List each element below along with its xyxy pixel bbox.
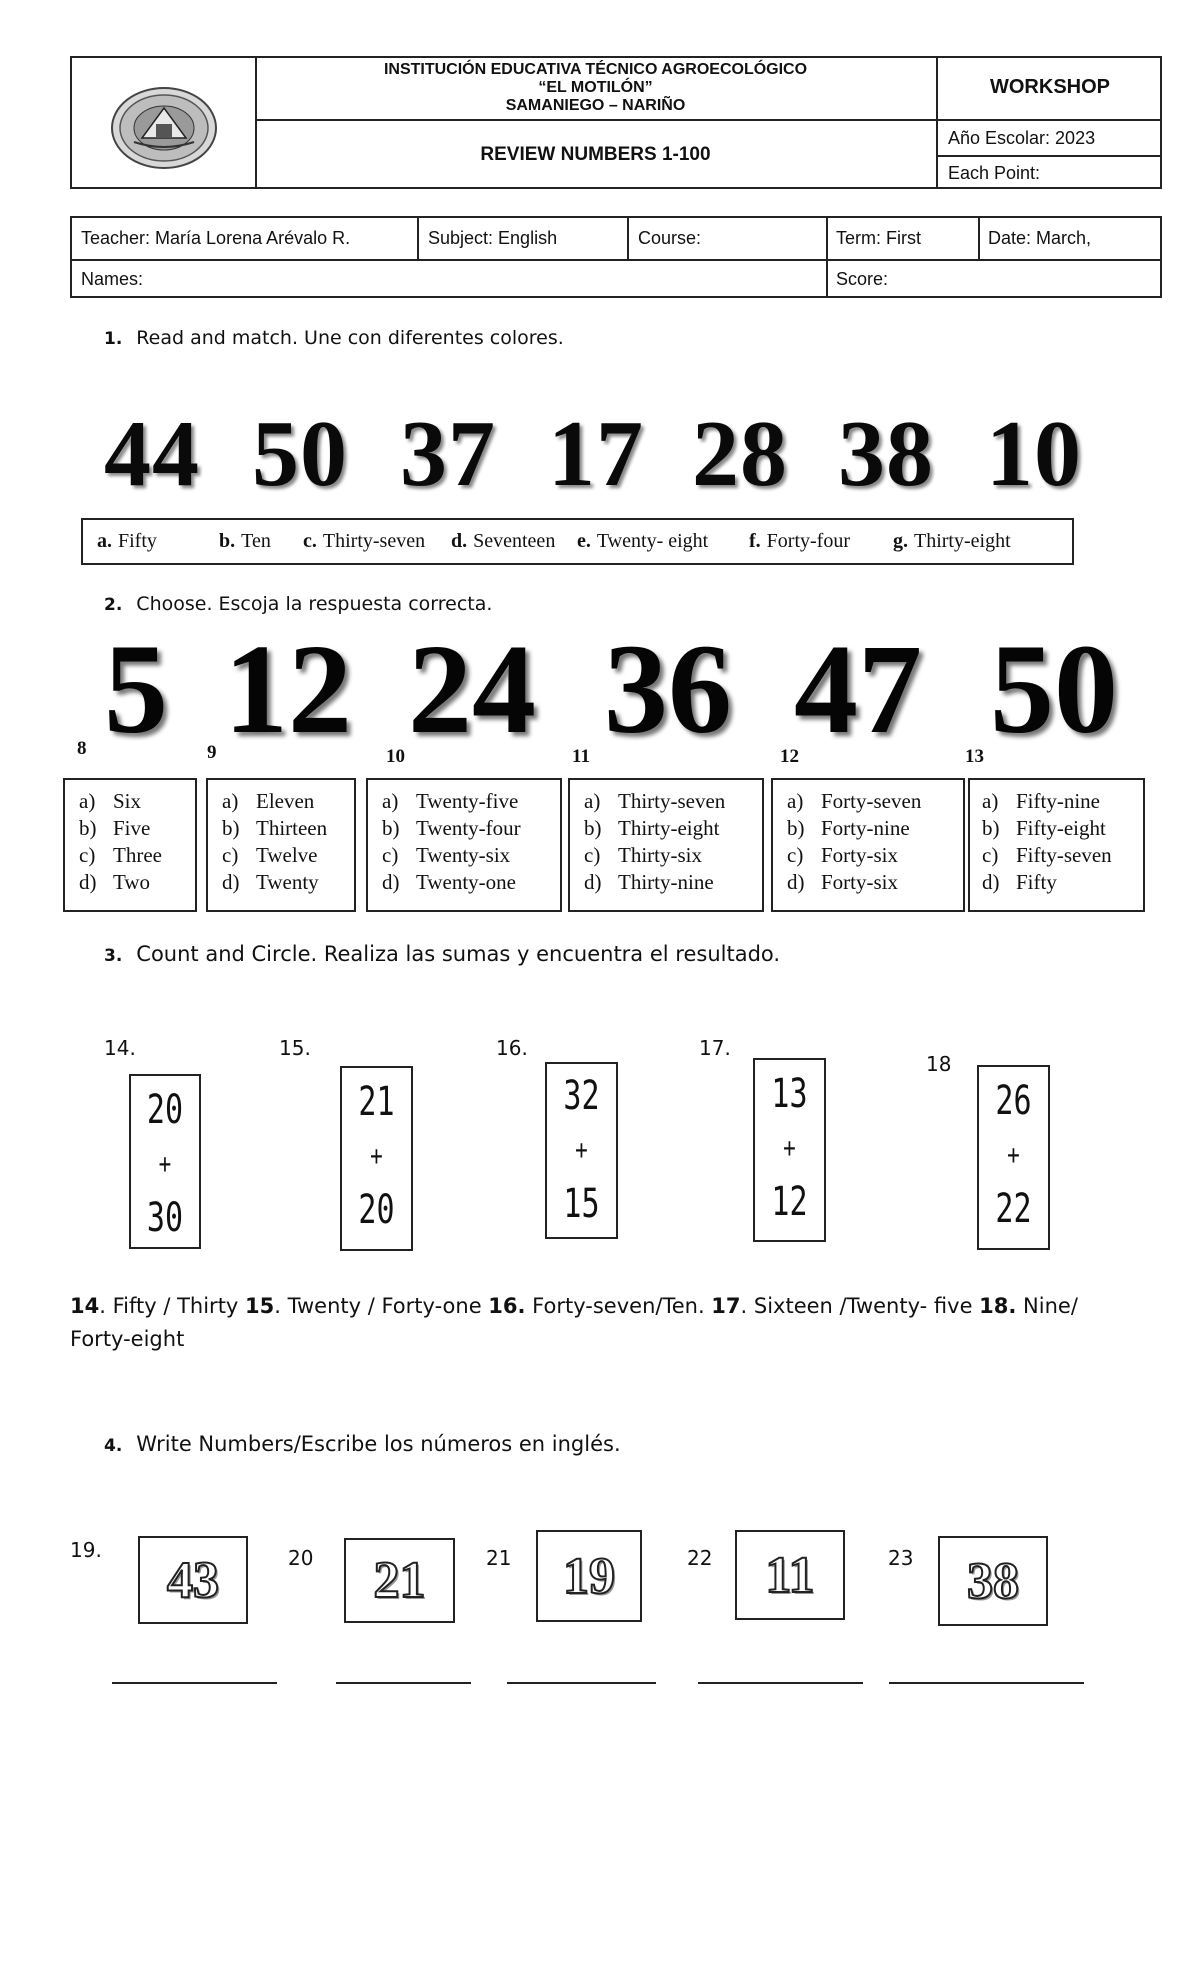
addend: 12 (771, 1179, 808, 1225)
choose-number: 50 (990, 618, 1118, 760)
teacher-field: Teacher: María Lorena Arévalo R. (81, 228, 351, 248)
answer-text[interactable]: Nine/ Forty-eight (70, 1294, 1078, 1351)
question-number: 4. (104, 1436, 123, 1456)
term-field: Term: First (836, 228, 921, 248)
choice-letter: d) (787, 870, 805, 894)
names-field[interactable]: Names: (81, 268, 144, 289)
school-year: Año Escolar: 2023 (948, 127, 1096, 148)
match-number: 38 (838, 402, 934, 506)
item-number: 18 (926, 1052, 952, 1076)
question-number: 2. (104, 595, 123, 615)
match-number: 50 (252, 402, 348, 506)
choice-option[interactable] (382, 815, 560, 842)
plus-sign: + (1007, 1138, 1020, 1171)
choice-option[interactable] (222, 842, 354, 869)
choose-number: 47 (794, 618, 922, 760)
workshop-label: WORKSHOP (990, 76, 1110, 98)
choice-text: Five (113, 816, 151, 840)
choice-letter: c) (982, 843, 999, 867)
choice-letter: d) (382, 870, 400, 894)
choice-text: Thirteen (256, 816, 328, 840)
addition-box (340, 1066, 413, 1251)
answer-number: 17 (711, 1294, 741, 1318)
answer-text[interactable]: . Fifty / Thirty (99, 1294, 246, 1318)
addend: 22 (995, 1186, 1032, 1232)
match-options-box (81, 518, 1074, 565)
question-text: Count and Circle. Realiza las sumas y encuentra el resultado. (136, 942, 781, 966)
match-option[interactable] (97, 530, 157, 553)
choice-text: Twenty (256, 870, 319, 894)
choice-text: Two (113, 870, 151, 894)
choice-text: Forty-nine (821, 816, 910, 840)
choice-text: Six (113, 789, 142, 813)
choice-option[interactable] (222, 869, 354, 896)
choice-text: Thirty-eight (618, 816, 720, 840)
addend: 21 (358, 1079, 395, 1125)
choice-text: Forty-seven (821, 789, 922, 813)
choice-letter: a) (787, 789, 804, 813)
match-number: 44 (104, 402, 200, 506)
choice-letter: c) (222, 843, 239, 867)
choice-text: Fifty (1016, 870, 1057, 894)
question-text: Choose. Escoja la respuesta correcta. (136, 593, 493, 615)
answer-number: 16. (488, 1294, 526, 1318)
item-number: 16. (496, 1036, 528, 1060)
choice-text: Fifty-nine (1016, 789, 1100, 813)
option-text: Ten (241, 530, 271, 552)
score-field[interactable]: Score: (836, 268, 889, 289)
choice-option[interactable] (584, 815, 762, 842)
choice-option[interactable] (382, 842, 560, 869)
answer-line[interactable] (507, 1682, 656, 1684)
choice-letter: a) (222, 789, 239, 813)
choice-option[interactable] (787, 842, 963, 869)
option-text: Fifty (118, 530, 157, 552)
info-divider (417, 216, 419, 259)
choice-text: Forty-six (821, 870, 899, 894)
number-box: 19 (536, 1530, 642, 1622)
choice-text: Twenty-four (416, 816, 521, 840)
match-option[interactable] (303, 530, 425, 553)
addition-answer-options (70, 1290, 1130, 1356)
addend: 32 (563, 1073, 600, 1119)
question-3-heading (104, 942, 780, 966)
choice-option[interactable] (79, 788, 195, 815)
choice-letter: a) (382, 789, 399, 813)
option-letter: g. (893, 530, 908, 552)
school-line-1: INSTITUCIÓN EDUCATIVA TÉCNICO AGROECOLÓGICO (383, 60, 808, 78)
option-letter: d. (451, 530, 468, 552)
choice-option[interactable] (584, 842, 762, 869)
match-number: 28 (692, 402, 788, 506)
choice-text: Thirty-seven (618, 789, 726, 813)
item-number: 17. (699, 1036, 731, 1060)
choice-option[interactable] (982, 869, 1143, 896)
answer-number: 15 (245, 1294, 275, 1318)
item-number: 23 (888, 1546, 914, 1570)
number-box: 43 (138, 1536, 248, 1624)
choice-option[interactable] (79, 815, 195, 842)
answer-text[interactable]: . Twenty / Forty-one (274, 1294, 489, 1318)
choice-letter: b) (79, 816, 97, 840)
addition-box (753, 1058, 826, 1242)
choice-letter: a) (584, 789, 601, 813)
choice-option[interactable] (982, 815, 1143, 842)
plus-sign: + (370, 1139, 383, 1172)
answer-text[interactable]: Forty-seven/Ten. (525, 1294, 712, 1318)
match-number: 37 (400, 402, 496, 506)
option-text: Twenty- eight (596, 530, 709, 552)
option-letter: a. (97, 530, 112, 552)
choice-box (366, 778, 562, 912)
choice-text: Fifty-seven (1016, 843, 1112, 867)
plus-sign: + (575, 1133, 588, 1166)
choice-letter: c) (787, 843, 804, 867)
addend: 26 (995, 1078, 1032, 1124)
choice-text: Three (113, 843, 162, 867)
item-number: 9 (207, 742, 217, 763)
choice-option[interactable] (584, 869, 762, 896)
question-number: 3. (104, 946, 123, 966)
each-point-label: Each Point: (948, 162, 1041, 183)
choice-letter: d) (982, 870, 1000, 894)
addend: 20 (146, 1087, 184, 1133)
addend: 20 (358, 1187, 395, 1233)
option-text: Thirty-seven (322, 530, 426, 552)
number-box: 21 (344, 1538, 455, 1623)
plus-sign: + (783, 1131, 796, 1164)
info-divider (826, 216, 828, 298)
choice-box (568, 778, 764, 912)
plus-sign: + (158, 1147, 172, 1180)
choice-option[interactable] (222, 788, 354, 815)
number-box: 11 (735, 1530, 845, 1620)
choice-letter: c) (79, 843, 96, 867)
choice-box (63, 778, 197, 912)
choice-option[interactable] (79, 842, 195, 869)
answer-line[interactable] (336, 1682, 471, 1684)
choice-letter: b) (584, 816, 602, 840)
choose-number: 5 (104, 618, 168, 760)
answer-number: 18. (979, 1294, 1017, 1318)
choice-text: Twelve (256, 843, 318, 867)
choice-box (968, 778, 1145, 912)
choice-option[interactable] (79, 869, 195, 896)
school-line-2: “EL MOTILÓN” (538, 78, 653, 96)
choice-letter: b) (382, 816, 400, 840)
choice-letter: a) (79, 789, 96, 813)
addend: 13 (771, 1071, 808, 1117)
question-1-heading (104, 327, 564, 349)
school-line-3: SAMANIEGO – NARIÑO (505, 96, 686, 114)
choice-option[interactable] (787, 815, 963, 842)
choice-text: Twenty-one (416, 870, 516, 894)
item-number: 10 (386, 746, 405, 767)
item-number: 21 (486, 1546, 512, 1570)
date-field[interactable]: Date: March, (988, 228, 1092, 248)
answer-line[interactable] (112, 1682, 277, 1684)
match-number: 10 (986, 402, 1082, 506)
choice-letter: d) (584, 870, 602, 894)
option-letter: b. (219, 530, 236, 552)
match-option[interactable] (219, 530, 271, 553)
choice-letter: b) (222, 816, 240, 840)
item-number: 19. (70, 1538, 102, 1562)
choice-text: Fifty-eight (1016, 816, 1106, 840)
choice-text: Thirty-six (618, 843, 702, 867)
option-text: Thirty-eight (914, 530, 1011, 552)
item-number: 14. (104, 1036, 136, 1060)
match-number: 17 (548, 402, 644, 506)
question-text: Write Numbers/Escribe los números en inglés. (136, 1432, 621, 1456)
choice-letter: c) (382, 843, 399, 867)
course-field[interactable]: Course: (638, 228, 702, 248)
choose-number: 12 (224, 618, 352, 760)
choice-text: Twenty-five (416, 789, 519, 813)
item-number: 13 (965, 746, 984, 767)
choice-option[interactable] (982, 788, 1143, 815)
option-letter: e. (577, 530, 591, 552)
choice-option[interactable] (982, 842, 1143, 869)
choice-box (206, 778, 356, 912)
answer-text[interactable]: . Sixteen /Twenty- five (740, 1294, 980, 1318)
match-option[interactable] (577, 530, 708, 553)
answer-line[interactable] (698, 1682, 863, 1684)
option-text: Forty-four (766, 530, 850, 552)
choice-option[interactable] (787, 869, 963, 896)
answer-number: 14 (70, 1294, 100, 1318)
choice-text: Forty-six (821, 843, 899, 867)
item-number: 20 (288, 1546, 314, 1570)
school-name (257, 56, 934, 119)
choice-text: Eleven (256, 789, 315, 813)
choice-option[interactable] (382, 869, 560, 896)
question-text: Read and match. Une con diferentes colores. (136, 327, 564, 349)
choice-option[interactable] (787, 788, 963, 815)
question-4-heading (104, 1432, 621, 1456)
choice-letter: b) (787, 816, 805, 840)
question-2-heading (104, 593, 492, 615)
option-letter: f. (749, 530, 761, 552)
choice-option[interactable] (382, 788, 560, 815)
choice-option[interactable] (584, 788, 762, 815)
choice-option[interactable] (222, 815, 354, 842)
addition-box (129, 1074, 201, 1249)
choose-number: 36 (604, 618, 732, 760)
choice-letter: b) (982, 816, 1000, 840)
match-option[interactable] (893, 530, 1011, 553)
addend: 30 (146, 1195, 184, 1241)
choice-letter: d) (222, 870, 240, 894)
choice-letter: a) (982, 789, 999, 813)
item-number: 15. (279, 1036, 311, 1060)
addition-box (545, 1062, 618, 1239)
item-number: 12 (780, 746, 799, 767)
match-option[interactable] (451, 530, 555, 553)
choose-number: 24 (408, 618, 536, 760)
choice-box (771, 778, 965, 912)
addition-box (977, 1065, 1050, 1250)
choice-letter: d) (79, 870, 97, 894)
match-option[interactable] (749, 530, 850, 553)
number-box: 38 (938, 1536, 1048, 1626)
option-letter: c. (303, 530, 317, 552)
choice-text: Twenty-six (416, 843, 511, 867)
info-divider (627, 216, 629, 259)
addend: 15 (563, 1181, 600, 1227)
choice-letter: c) (584, 843, 601, 867)
subject-field: Subject: English (428, 228, 558, 248)
answer-line[interactable] (889, 1682, 1084, 1684)
item-number: 22 (687, 1546, 713, 1570)
question-number: 1. (104, 329, 123, 349)
document-title: REVIEW NUMBERS 1-100 (480, 144, 711, 165)
option-text: Seventeen (473, 530, 556, 552)
item-number: 11 (572, 746, 590, 767)
school-seal-logo (110, 86, 218, 170)
choice-text: Thirty-nine (618, 870, 714, 894)
info-divider (978, 216, 980, 259)
item-number: 8 (77, 738, 87, 759)
